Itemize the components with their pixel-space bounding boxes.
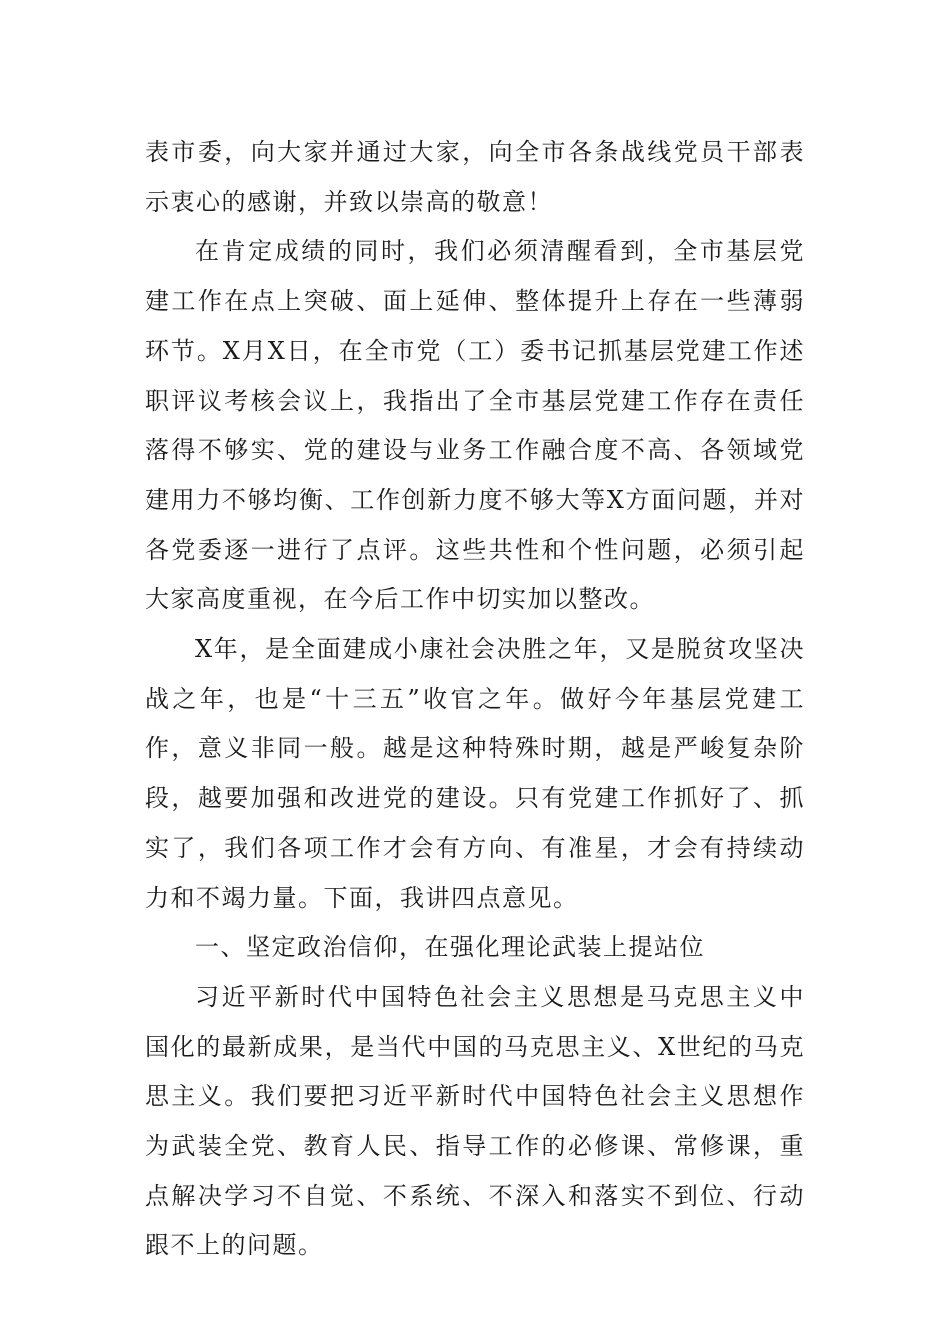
document-body — [145, 128, 805, 1271]
paragraph-3: X年，是全面建成小康社会决胜之年，又是脱贫攻坚决战之年，也是“十三五”收官之年。做好今年基层党建工作，意义非同一般。越是这种特殊时期，越是严峻复杂阶段，越要加强和改进党的建设。只有党建工作抓好了、抓实了，我们各项工作才会有方向、有准星，才会有持续动力和不竭力量。下面，我讲四点意见。 — [145, 635, 805, 912]
paragraph-1: 表市委，向大家并通过大家，向全市各条战线党员干部表示衷心的感谢，并致以崇高的敬意！ — [145, 138, 805, 216]
paragraph-4: 习近平新时代中国特色社会主义思想是马克思主义中国化的最新成果，是当代中国的马克思主义、X世纪的马克思主义。我们要把习近平新时代中国特色社会主义思想作为武装全党、教育人民、指导工作的必修课、常修课，重点解决学习不自觉、不系统、不深入和落实不到位、行动跟不上的问题。 — [145, 982, 805, 1260]
paragraph-2: 在肯定成绩的同时，我们必须清醒看到，全市基层党建工作在点上突破、面上延伸、整体提升上存在一些薄弱环节。X月X日，在全市党（工）委书记抓基层党建工作述职评议考核会议上，我指出了全市基层党建工作存在责任落得不够实、党的建设与业务工作融合度不高、各领域党建用力不够均衡、工作创新力度不够大等X方面问题，并对各党委逐一进行了点评。这些共性和个性问题，必须引起大家高度重视，在今后工作中切实加以整改。 — [145, 237, 805, 614]
section-heading-1: 一、坚定政治信仰，在强化理论武装上提站位 — [195, 933, 705, 962]
